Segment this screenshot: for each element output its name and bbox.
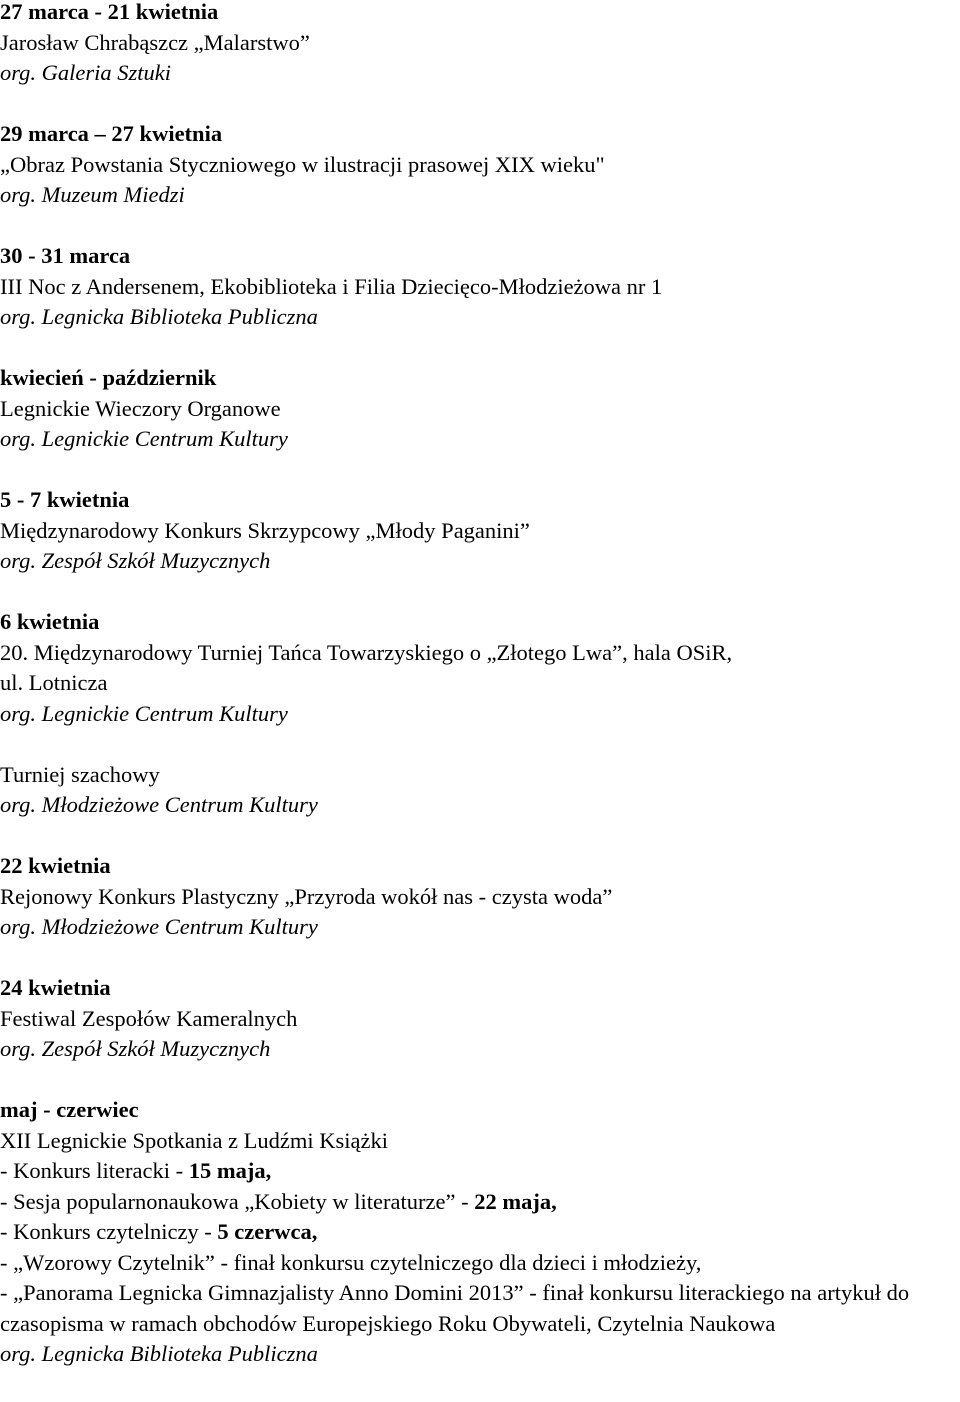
event-entry: [0, 119, 960, 211]
sub-event-text: - Konkurs literacki -: [0, 1158, 189, 1183]
event-organizer: org. Legnicka Biblioteka Publiczna: [0, 304, 318, 329]
event-date: 5 - 7 kwietnia: [0, 487, 130, 512]
sub-event-text: - Sesja popularnonaukowa „Kobiety w literaturze” -: [0, 1188, 475, 1214]
event-date: kwiecień - październik: [0, 365, 217, 390]
event-organizer: org. Młodzieżowe Centrum Kultury: [0, 914, 318, 939]
event-title: 20. Międzynarodowy Turniej Tańca Towarzyskiego o „Złotego Lwa”, hala OSiR,: [0, 639, 733, 665]
event-date: 29 marca – 27 kwietnia: [0, 121, 223, 146]
event-organizer: org. Zespół Szkół Muzycznych: [0, 548, 271, 573]
sub-event-item: [0, 1217, 960, 1248]
event-title: Jarosław Chrabąszcz „Malarstwo”: [0, 29, 310, 55]
sub-event-text: - Konkurs czytelniczy -: [0, 1219, 218, 1244]
event-title-continued: ul. Lotnicza: [0, 670, 108, 695]
event-title: Festiwal Zespołów Kameralnych: [0, 1005, 298, 1031]
event-date: 30 - 31 marca: [0, 243, 131, 268]
event-title: „Obraz Powstania Styczniowego w ilustracji prasowej XIX wieku": [0, 151, 605, 177]
event-title: Rejonowy Konkurs Plastyczny „Przyroda wokół nas - czysta woda”: [0, 883, 613, 909]
sub-event-item: - „Panorama Legnicka Gimnazjalisty Anno Domini 2013” - finał konkursu literackiego na artykuł do czasopisma w ramach obchodów Europejskiego Roku Obywateli, Czytelnia Naukowa: [0, 1280, 910, 1336]
event-date: 27 marca - 21 kwietnia: [0, 0, 219, 24]
event-title: XII Legnickie Spotkania z Ludźmi Książki: [0, 1127, 389, 1153]
event-title: Legnickie Wieczory Organowe: [0, 395, 281, 421]
event-title: Międzynarodowy Konkurs Skrzypcowy „Młody Paganini”: [0, 517, 530, 543]
event-entry: [0, 607, 960, 729]
event-entry: [0, 973, 960, 1065]
event-organizer: org. Legnicka Biblioteka Publiczna: [0, 1341, 318, 1366]
sub-event-date: 5 czerwca,: [217, 1219, 318, 1244]
event-organizer: org. Legnickie Centrum Kultury: [0, 426, 288, 451]
sub-event-date: 15 maja,: [188, 1158, 272, 1183]
event-date: maj - czerwiec: [0, 1097, 139, 1122]
event-date: 22 kwietnia: [0, 853, 111, 878]
event-entry: [0, 851, 960, 943]
sub-event-item: [0, 1156, 960, 1187]
event-organizer: org. Młodzieżowe Centrum Kultury: [0, 792, 318, 817]
event-title: III Noc z Andersenem, Ekobiblioteka i Filia Dziecięco-Młodzieżowa nr 1: [0, 273, 663, 299]
event-entry: [0, 760, 960, 821]
sub-event-item: - „Wzorowy Czytelnik” - finał konkursu czytelniczego dla dzieci i młodzieży,: [0, 1249, 702, 1275]
event-entry: [0, 241, 960, 333]
event-title: Turniej szachowy: [0, 761, 160, 787]
event-date: 6 kwietnia: [0, 609, 100, 634]
event-entry: [0, 485, 960, 577]
event-entry: [0, 363, 960, 455]
sub-event-date: 22 maja,: [474, 1188, 557, 1214]
sub-event-item: [0, 1187, 960, 1218]
event-entry-series: [0, 1095, 960, 1370]
event-date: 24 kwietnia: [0, 975, 111, 1000]
event-organizer: org. Legnickie Centrum Kultury: [0, 700, 288, 726]
event-organizer: org. Muzeum Miedzi: [0, 182, 185, 207]
event-organizer: org. Zespół Szkół Muzycznych: [0, 1036, 271, 1061]
event-organizer: org. Galeria Sztuki: [0, 60, 172, 85]
event-entry: [0, 0, 960, 89]
